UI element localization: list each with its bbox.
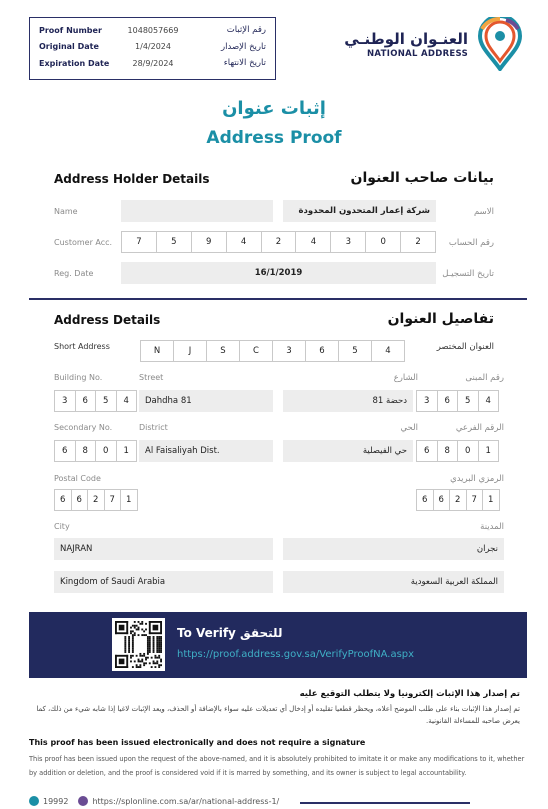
digit-box: 4	[371, 340, 405, 362]
original-date-label-ar: تاريخ الإصدار	[221, 41, 266, 52]
original-date-row	[39, 39, 266, 56]
district-value: Al Faisaliyah Dist.	[139, 440, 273, 462]
district-value-ar: حي الفيصلية	[283, 440, 413, 462]
digit-box: 6	[71, 489, 89, 511]
street-label-ar: الشارع	[393, 373, 418, 383]
notice-body-ar: تم إصدار هذا الإثبات بناء على طلب الموضح أعلاه، ويحظر قطعيا تقليده أو إدخال أي تعديلات عليه سواء بالإضافة أو الحذف، ويعد الإثبات لاغيا إذا شابه شيء من ذلك، كما يعرض صاحبه للمساءلة القانونية.	[36, 705, 520, 725]
qr-code-icon	[115, 621, 162, 668]
building-label: Building No.	[54, 373, 103, 382]
secondary-number-boxes-ar	[416, 440, 498, 462]
digit-box: 9	[191, 231, 227, 253]
digit-box: 5	[95, 390, 117, 412]
digit-box: 6	[416, 440, 438, 462]
proof-number-label-ar: رقم الإثبات	[226, 25, 266, 36]
digit-box: 2	[400, 231, 436, 253]
national-address-logo	[344, 16, 524, 72]
postal-code-label-ar: الرمزي البريدي	[450, 474, 504, 484]
verify-title: To Verify للتحقق	[177, 626, 283, 640]
digit-box: 7	[104, 489, 122, 511]
footer	[29, 796, 279, 806]
holder-section-title-ar: بيانات صاحب العنوان	[350, 170, 494, 186]
digit-box: 6	[305, 340, 339, 362]
city-value: NAJRAN	[54, 538, 273, 560]
digit-box: 1	[482, 489, 500, 511]
building-label-ar: رقم المبنى	[465, 373, 504, 383]
digit-box: 7	[121, 231, 157, 253]
digit-box: 6	[54, 489, 72, 511]
original-date-label: Original Date	[39, 42, 99, 52]
proof-info-box	[29, 17, 276, 80]
expiration-date-label: Expiration Date	[39, 58, 110, 68]
digit-box: 0	[457, 440, 479, 462]
address-section-title-ar: تفاصيل العنوان	[387, 311, 494, 327]
digit-box: 5	[338, 340, 372, 362]
digit-box: 3	[272, 340, 306, 362]
digit-box: 2	[449, 489, 467, 511]
qr-code[interactable]	[112, 618, 165, 671]
digit-box: 8	[75, 440, 97, 462]
digit-box: 6	[75, 390, 97, 412]
original-date-value: 1/4/2024	[135, 42, 171, 52]
name-label: Name	[54, 207, 78, 216]
account-number-boxes	[121, 231, 435, 253]
proof-number-label: Proof Number	[39, 25, 102, 35]
digit-box: 1	[478, 440, 500, 462]
phone-icon	[29, 796, 39, 806]
city-value-ar: نجران	[283, 538, 504, 560]
expiration-date-row	[39, 55, 266, 72]
digit-box: C	[239, 340, 273, 362]
digit-box: 4	[226, 231, 262, 253]
short-address-boxes	[140, 340, 404, 362]
secondary-number-boxes	[54, 440, 136, 462]
digit-box: 1	[120, 489, 138, 511]
short-address-label-ar: العنوان المختصر	[436, 342, 494, 352]
digit-box: 0	[95, 440, 117, 462]
reg-date-label: Reg. Date	[54, 269, 94, 278]
postal-code-boxes-ar	[416, 489, 499, 511]
proof-number-row	[39, 22, 266, 39]
digit-box: 1	[116, 440, 138, 462]
secondary-label-ar: الرقم الفرعي	[455, 423, 504, 433]
digit-box: 8	[437, 440, 459, 462]
street-value-ar: دحضة 81	[283, 390, 413, 412]
proof-number-value: 1048057669	[127, 25, 179, 35]
name-field-empty	[121, 200, 273, 222]
digit-box: 7	[466, 489, 484, 511]
street-value: Dahdha 81	[139, 390, 273, 412]
title-ar: إثبات عنوان	[222, 98, 326, 119]
city-label-ar: المدينة	[480, 522, 504, 532]
holder-section-title: Address Holder Details	[54, 172, 210, 186]
secondary-label: Secondary No.	[54, 423, 113, 432]
address-section-title: Address Details	[54, 313, 161, 327]
digit-box: 6	[437, 390, 459, 412]
building-number-boxes	[54, 390, 136, 412]
title-en: Address Proof	[206, 128, 342, 148]
globe-icon	[78, 796, 88, 806]
digit-box: 5	[457, 390, 479, 412]
building-number-boxes-ar	[416, 390, 498, 412]
location-pin-logo-icon	[476, 17, 524, 71]
verify-banner	[29, 612, 527, 678]
digit-box: 3	[330, 231, 366, 253]
account-label-ar: رقم الحساب	[448, 238, 494, 248]
district-label-ar: الحي	[400, 423, 418, 433]
district-label: District	[139, 423, 168, 432]
digit-box: 3	[416, 390, 438, 412]
digit-box: 3	[54, 390, 76, 412]
notice-body-en: This proof has been issued upon the request of the above-named, and it is absolutely prohibited to imitate it or make any modifications to it, whether by addition or deletion, and the proof is considered void if it is marred by something, and its owner is subject to legal accountability.	[29, 755, 525, 777]
digit-box: 2	[261, 231, 297, 253]
reg-date-label-ar: تاريخ التسجيـل	[442, 269, 494, 279]
short-address-label: Short Address	[54, 342, 110, 351]
footer-url[interactable]: https://splonline.com.sa/ar/national-address-1/	[92, 796, 280, 806]
digit-box: 2	[87, 489, 105, 511]
digit-box: 6	[416, 489, 434, 511]
verify-link[interactable]: https://proof.address.gov.sa/VerifyProofNA.aspx	[177, 649, 415, 660]
digit-box: 6	[54, 440, 76, 462]
reg-date-value: 16/1/2019	[121, 262, 436, 284]
digit-box: 5	[156, 231, 192, 253]
logo-text-ar: العنـوان الوطنـي	[344, 29, 468, 48]
notice-title-en: This proof has been issued electronically and does not require a signature	[29, 738, 366, 747]
digit-box: 6	[433, 489, 451, 511]
digit-box: 4	[478, 390, 500, 412]
postal-code-boxes	[54, 489, 137, 511]
notice-title-ar: تم إصدار هذا الإثبات إلكترونيا ولا يتطلب التوقيع عليه	[299, 689, 520, 699]
digit-box: N	[140, 340, 174, 362]
street-label: Street	[139, 373, 164, 382]
postal-code-label: Postal Code	[54, 474, 101, 483]
expiration-date-label-ar: تاريخ الانتهاء	[223, 58, 266, 69]
country-value-ar: المملكة العربية السعودية	[283, 571, 504, 593]
digit-box: 4	[116, 390, 138, 412]
name-value: شركة إعمار المتحدون المحدودة	[283, 200, 436, 222]
footer-divider	[300, 802, 470, 804]
logo-text-en: NATIONAL ADDRESS	[367, 48, 468, 59]
digit-box: J	[173, 340, 207, 362]
city-label: City	[54, 522, 70, 531]
digit-box: 0	[365, 231, 401, 253]
section-divider	[29, 298, 527, 300]
expiration-date-value: 28/9/2024	[132, 58, 174, 68]
country-value: Kingdom of Saudi Arabia	[54, 571, 273, 593]
digit-box: 4	[295, 231, 331, 253]
footer-phone: 19992	[43, 796, 69, 806]
digit-box: S	[206, 340, 240, 362]
name-label-ar: الاسم	[474, 207, 494, 217]
account-label: Customer Acc.	[54, 238, 113, 247]
